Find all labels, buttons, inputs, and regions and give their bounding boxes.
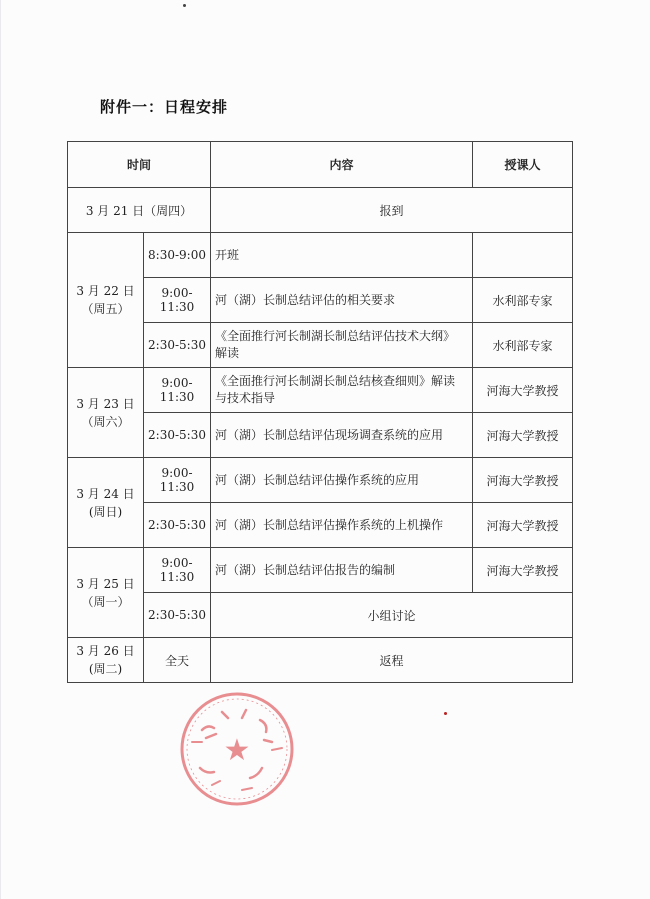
teacher-cell: 河海大学教授 — [473, 548, 573, 593]
schedule-table — [67, 141, 573, 683]
date-cell — [68, 233, 144, 368]
content-cell: 返程 — [211, 638, 573, 683]
content-cell: 小组讨论 — [211, 593, 573, 638]
weekday-line: (周二) — [88, 662, 123, 676]
content-line: 解读 — [215, 346, 240, 360]
weekday-line: （周五） — [81, 302, 130, 316]
header-row — [68, 142, 573, 188]
date-line: 3 月 24 日 — [76, 486, 135, 501]
teacher-cell: 河海大学教授 — [473, 413, 573, 458]
content-cell — [211, 323, 473, 368]
teacher-cell: 水利部专家 — [473, 278, 573, 323]
date-line: 3 月 26 日 — [76, 644, 135, 658]
weekday-line: （周一） — [81, 594, 130, 609]
table-row — [68, 548, 573, 593]
table-row — [68, 638, 573, 683]
weekday-line: （周六） — [81, 414, 130, 429]
time-cell: 9:00-11:30 — [144, 548, 211, 593]
table-row — [68, 323, 573, 368]
teacher-cell — [473, 233, 573, 278]
content-cell: 河（湖）长制总结评估操作系统的应用 — [211, 458, 473, 503]
table-row — [68, 593, 573, 638]
content-cell: 河（湖）长制总结评估报告的编制 — [211, 548, 473, 593]
time-cell: 2:30-5:30 — [144, 503, 211, 548]
content-cell: 开班 — [211, 233, 473, 278]
content-line: 《全面推行河长制湖长制总结评估技术大纲》 — [215, 329, 456, 343]
content-cell: 河（湖）长制总结评估现场调查系统的应用 — [211, 413, 473, 458]
content-cell: 河（湖）长制总结评估的相关要求 — [211, 278, 473, 323]
time-cell: 2:30-5:30 — [144, 593, 211, 638]
time-cell: 9:00-11:30 — [144, 458, 211, 503]
date-cell: 3 月 21 日（周四） — [68, 188, 211, 233]
date-cell — [68, 458, 144, 548]
date-cell — [68, 638, 144, 683]
time-cell: 全天 — [144, 638, 211, 683]
scan-speck — [183, 4, 186, 7]
official-seal-icon — [172, 690, 302, 808]
weekday-line: (周日) — [88, 504, 123, 519]
time-cell: 2:30-5:30 — [144, 413, 211, 458]
teacher-cell: 河海大学教授 — [473, 458, 573, 503]
seal-star: ★ — [223, 733, 251, 768]
header-content: 内容 — [211, 142, 473, 188]
content-cell — [211, 368, 473, 413]
page-title: 附件一：日程安排 — [100, 98, 229, 116]
table-row — [68, 233, 573, 278]
time-cell: 2:30-5:30 — [144, 323, 211, 368]
content-line: 与技术指导 — [215, 391, 276, 405]
teacher-cell: 河海大学教授 — [473, 368, 573, 413]
teacher-cell: 水利部专家 — [473, 323, 573, 368]
table-row — [68, 368, 573, 413]
header-teacher: 授课人 — [473, 142, 573, 188]
scan-speck — [444, 712, 447, 715]
date-line: 3 月 25 日 — [76, 576, 135, 591]
date-cell — [68, 548, 144, 638]
date-line: 3 月 22 日 — [76, 284, 135, 298]
time-cell: 9:00-11:30 — [144, 368, 211, 413]
teacher-cell: 河海大学教授 — [473, 503, 573, 548]
date-cell — [68, 368, 144, 458]
table-row — [68, 503, 573, 548]
table-row — [68, 278, 573, 323]
content-cell: 河（湖）长制总结评估操作系统的上机操作 — [211, 503, 473, 548]
table-row — [68, 413, 573, 458]
content-line: 《全面推行河长制湖长制总结核查细则》解读 — [215, 374, 456, 388]
table-row — [68, 458, 573, 503]
table-row — [68, 188, 573, 233]
date-line: 3 月 23 日 — [76, 396, 135, 411]
time-cell: 9:00-11:30 — [144, 278, 211, 323]
header-time: 时间 — [68, 142, 211, 188]
content-cell: 报到 — [211, 188, 573, 233]
time-cell: 8:30-9:00 — [144, 233, 211, 278]
